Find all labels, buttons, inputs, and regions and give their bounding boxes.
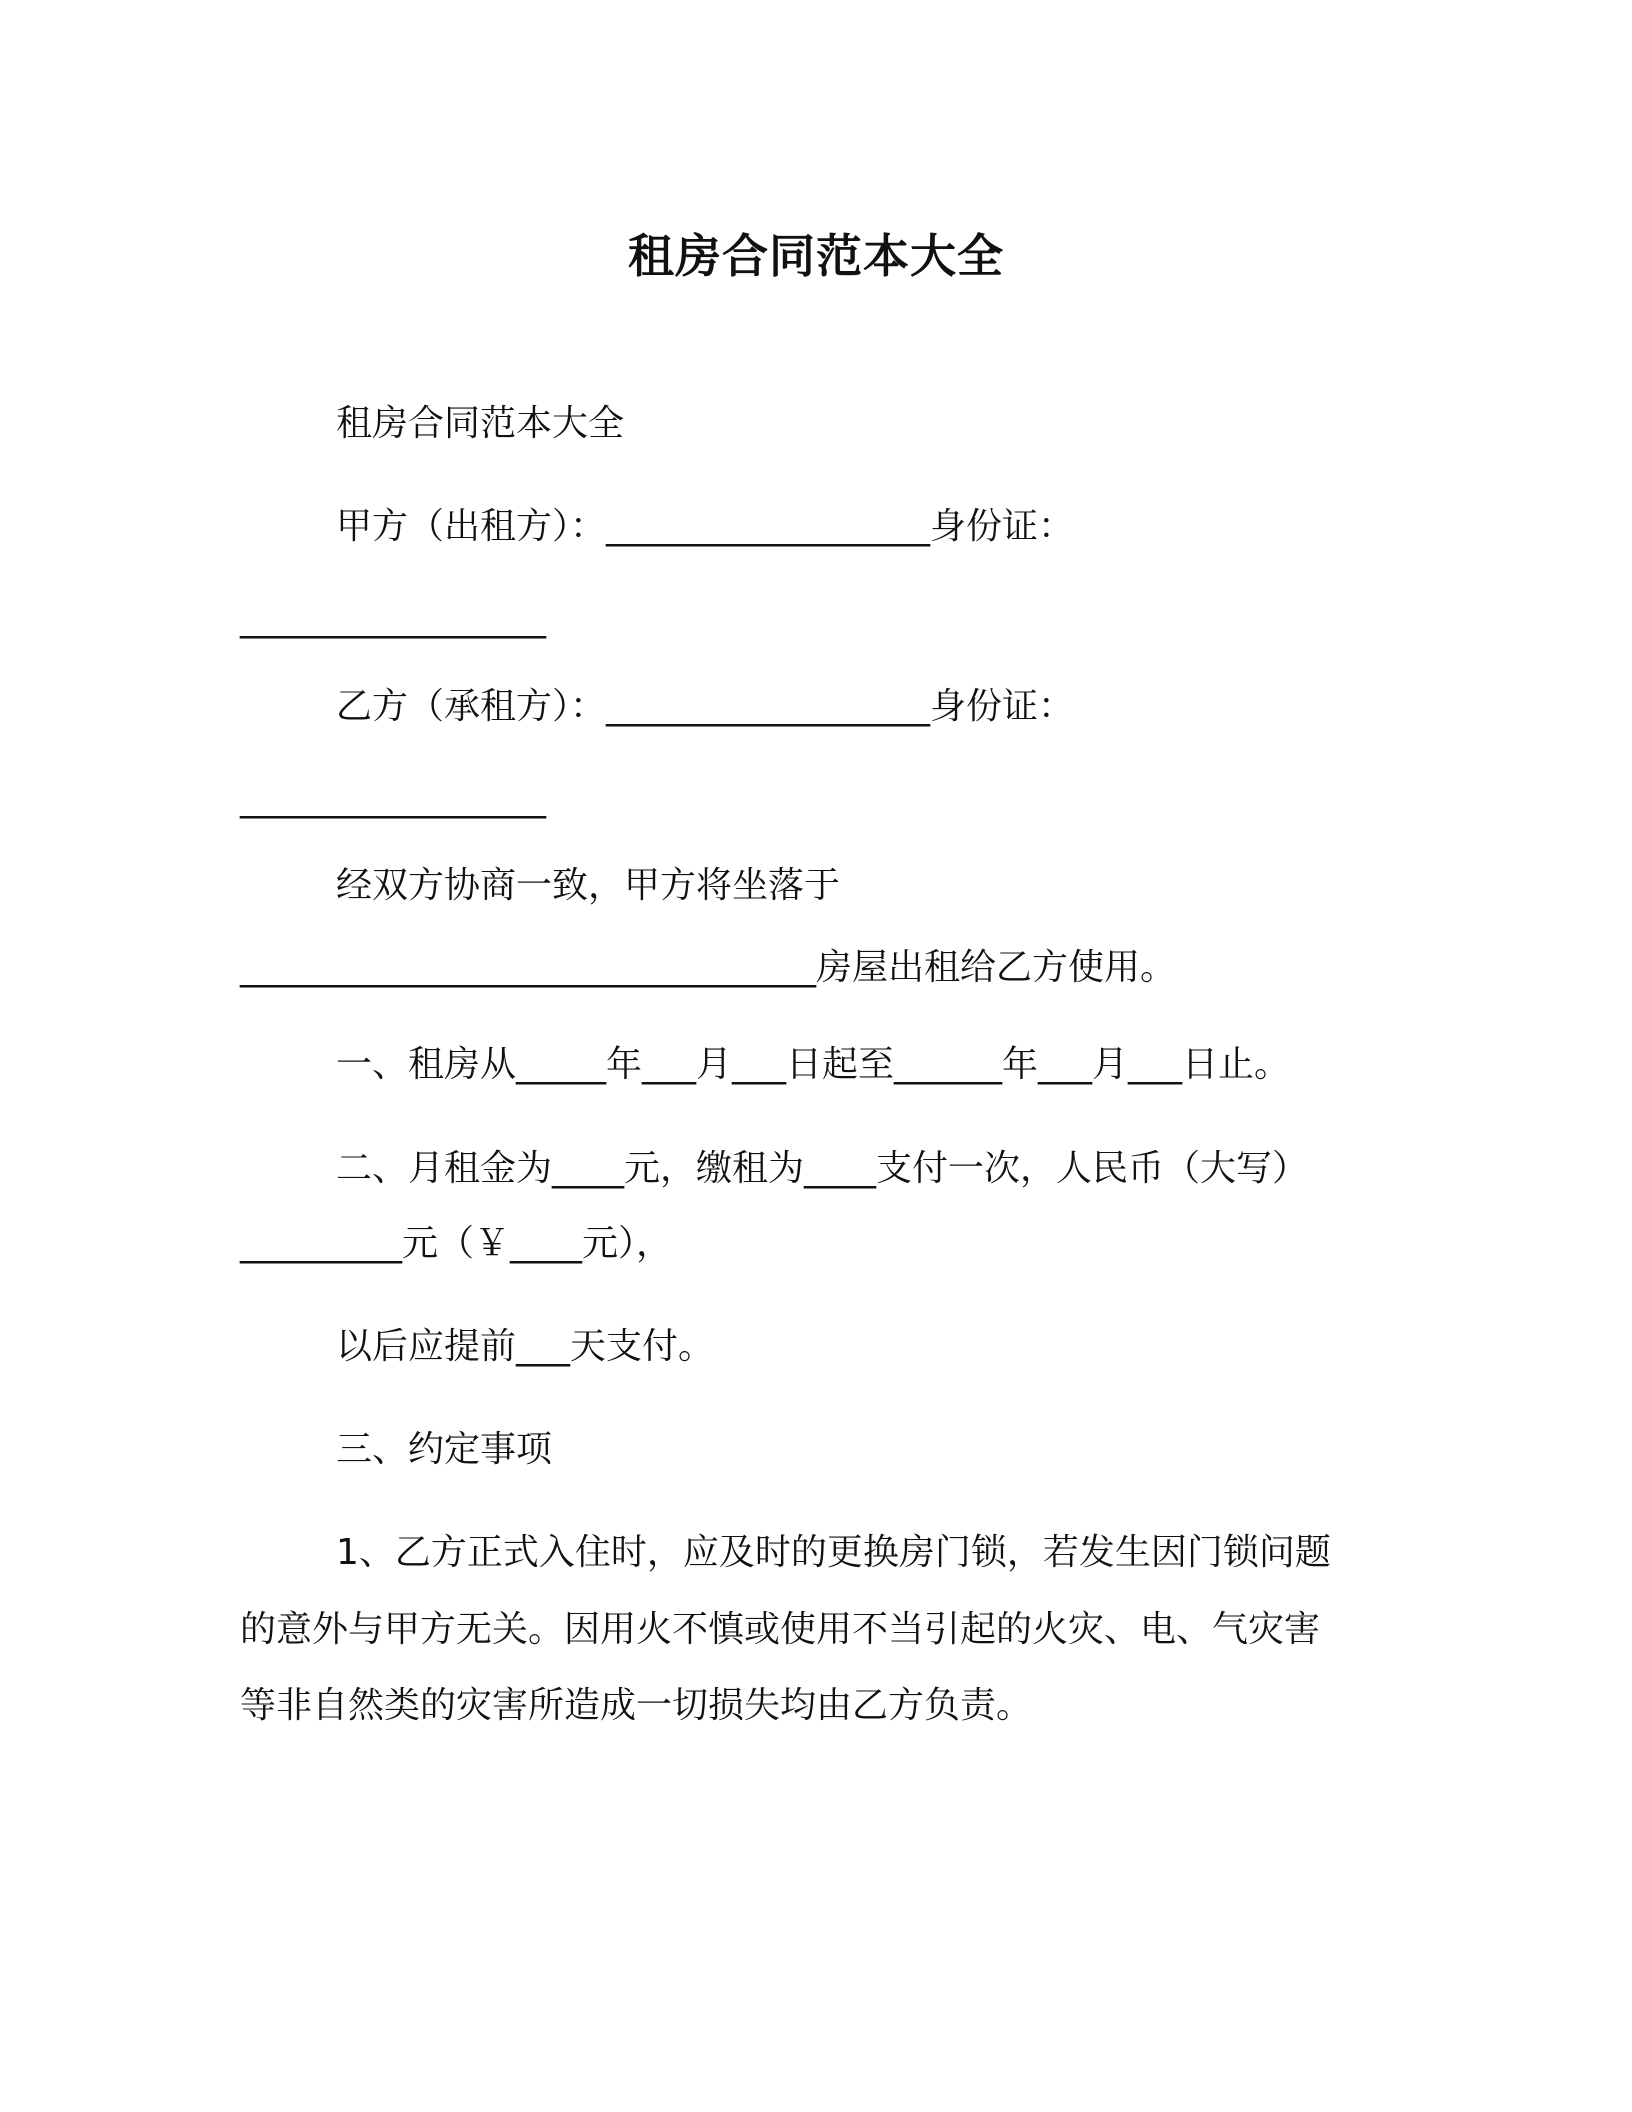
party-a-line: 甲方（出租方）：__________________身份证： [336,506,1075,547]
clause-3-heading: 三、约定事项 [336,1429,553,1470]
clause-1-term: 一、租房从_____年___月___日起至______年___月___日止。 [336,1044,1291,1085]
document-title: 租房合同范本大全 [628,229,1004,283]
party-a-id-blank: _________________ [240,598,546,639]
subtitle-line: 租房合同范本大全 [336,403,625,444]
clause-3-item-1-line-2: 的意外与甲方无关。因用火不慎或使用不当引起的火灾、电、气灾害 [240,1609,1321,1650]
clause-2-amount: _________元（￥____元）， [240,1223,673,1264]
clause-3-item-1-line-1: 1、乙方正式入住时，应及时的更换房门锁，若发生因门锁问题 [336,1532,1331,1573]
property-address-line: ________________________________房屋出租给乙方使用。 [240,947,1177,988]
party-b-line: 乙方（承租方）：__________________身份证： [336,686,1075,727]
clause-2-payment: 以后应提前___天支付。 [336,1326,715,1367]
clause-2-rent: 二、月租金为____元，缴租为____支付一次，人民币（大写） [336,1148,1309,1189]
party-b-id-blank: _________________ [240,778,546,819]
agreement-line: 经双方协商一致，甲方将坐落于 [336,865,841,906]
clause-3-item-1-line-3: 等非自然类的灾害所造成一切损失均由乙方负责。 [240,1685,1033,1726]
